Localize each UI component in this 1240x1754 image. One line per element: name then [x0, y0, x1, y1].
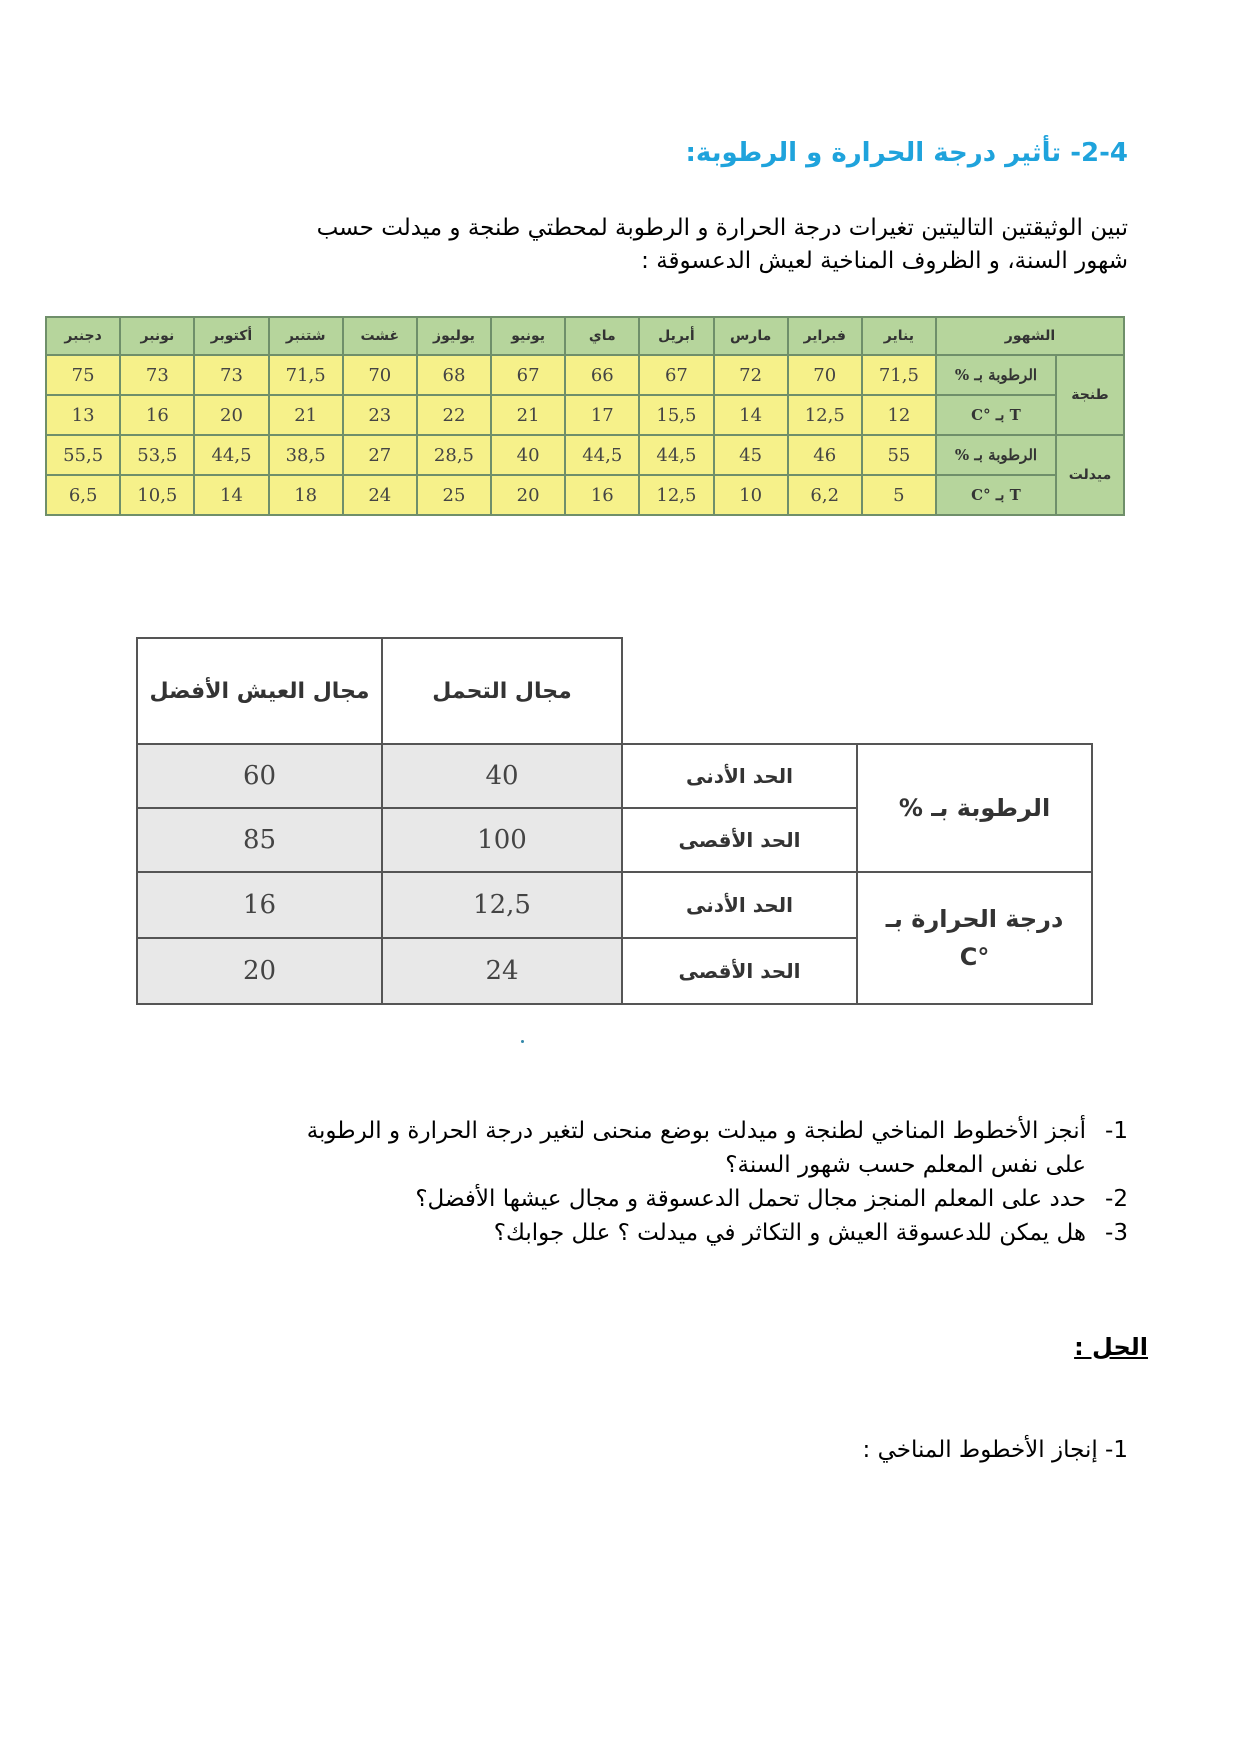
month-header: دجنبر [46, 317, 120, 355]
table-cell: 73 [120, 355, 194, 395]
table-cell: 100 [382, 808, 622, 872]
table-cell: 75 [46, 355, 120, 395]
month-header: أبريل [639, 317, 713, 355]
table-cell: 44,5 [639, 435, 713, 475]
table-cell: 28,5 [417, 435, 491, 475]
row-label: T بـ °C [936, 395, 1056, 435]
climate-data-table [45, 316, 1125, 516]
table-cell: 22 [417, 395, 491, 435]
table-cell: 12,5 [382, 872, 622, 938]
temperature-label [857, 872, 1092, 1004]
intro-paragraph [118, 212, 1128, 278]
month-header: نونبر [120, 317, 194, 355]
max-label: الحد الأقصى [622, 808, 857, 872]
table-cell: 16 [137, 872, 382, 938]
month-header: فبراير [788, 317, 862, 355]
table-cell: 17 [565, 395, 639, 435]
temperature-label-text: درجة الحرارة بـ [885, 905, 1064, 933]
ladybug-conditions-table [136, 637, 1093, 1005]
table-cell: 12,5 [788, 395, 862, 435]
table-cell: 27 [343, 435, 417, 475]
table-cell: 73 [194, 355, 268, 395]
table-cell: 55 [862, 435, 936, 475]
stray-dot [521, 1040, 524, 1043]
table-cell: 21 [269, 395, 343, 435]
table-cell: 14 [714, 395, 788, 435]
solution-heading: الحل : [1074, 1333, 1148, 1361]
question-text: هل يمكن للدعسوقة العيش و التكاثر في ميدلت ؟ علل جوابك؟ [493, 1220, 1086, 1246]
table-cell: 67 [639, 355, 713, 395]
table-cell: 10 [714, 475, 788, 515]
table-cell: 70 [343, 355, 417, 395]
temperature-unit: °C [959, 943, 990, 971]
max-label: الحد الأقصى [622, 938, 857, 1004]
humidity-label: الرطوبة بـ % [857, 744, 1092, 872]
question-text: أنجز الأخطوط المناخي لطنجة و ميدلت بوضع منحنى لتغير درجة الحرارة و الرطوبة [306, 1118, 1086, 1144]
table-cell: 55,5 [46, 435, 120, 475]
question-text: حدد على المعلم المنجز مجال تحمل الدعسوقة و مجال عيشها الأفضل؟ [415, 1186, 1086, 1212]
table-row [46, 395, 1124, 435]
table-cell: 18 [269, 475, 343, 515]
min-label: الحد الأدنى [622, 744, 857, 808]
questions-list [118, 1114, 1128, 1250]
col-header-optimal: مجال العيش الأفضل [137, 638, 382, 744]
intro-line-1: تبين الوثيقتين التاليتين تغيرات درجة الحرارة و الرطوبة لمحطتي طنجة و ميدلت حسب [316, 215, 1128, 241]
table-cell: 38,5 [269, 435, 343, 475]
table-cell: 25 [417, 475, 491, 515]
table-cell: 14 [194, 475, 268, 515]
table-cell: 20 [491, 475, 565, 515]
table-cell: 40 [491, 435, 565, 475]
table-cell: 67 [491, 355, 565, 395]
table-cell: 44,5 [565, 435, 639, 475]
table-cell: 85 [137, 808, 382, 872]
station-midelt: ميدلت [1056, 435, 1124, 515]
table-cell: 44,5 [194, 435, 268, 475]
table-cell: 5 [862, 475, 936, 515]
table-cell: 70 [788, 355, 862, 395]
table-row [46, 355, 1124, 395]
question-item [118, 1182, 1128, 1216]
station-tangier: طنجة [1056, 355, 1124, 435]
table-cell: 16 [120, 395, 194, 435]
question-number: 1- [1105, 1118, 1128, 1144]
table-cell: 66 [565, 355, 639, 395]
section-title: 2-4- تأثير درجة الحرارة و الرطوبة: [685, 138, 1128, 168]
row-label: الرطوبة بـ % [936, 355, 1056, 395]
month-header: ماي [565, 317, 639, 355]
month-header: يوليوز [417, 317, 491, 355]
table-cell: 60 [137, 744, 382, 808]
question-number: 3- [1105, 1220, 1128, 1246]
table-cell: 20 [194, 395, 268, 435]
intro-line-2: شهور السنة، و الظروف المناخية لعيش الدعسوقة : [641, 248, 1128, 274]
table-row [46, 435, 1124, 475]
months-header: الشهور [936, 317, 1124, 355]
table-row [137, 872, 1092, 938]
table-cell: 45 [714, 435, 788, 475]
month-header: يناير [862, 317, 936, 355]
table-cell: 68 [417, 355, 491, 395]
question-number: 2- [1105, 1186, 1128, 1212]
table-cell: 12 [862, 395, 936, 435]
table-cell: 16 [565, 475, 639, 515]
month-header: غشت [343, 317, 417, 355]
question-item [118, 1216, 1128, 1250]
table-cell: 72 [714, 355, 788, 395]
month-header: مارس [714, 317, 788, 355]
table-cell: 23 [343, 395, 417, 435]
table-cell: 40 [382, 744, 622, 808]
question-item [118, 1114, 1128, 1182]
table-cell: 15,5 [639, 395, 713, 435]
table-cell: 71,5 [862, 355, 936, 395]
table-row [46, 475, 1124, 515]
table-cell: 6,2 [788, 475, 862, 515]
table-cell: 46 [788, 435, 862, 475]
table-cell: 71,5 [269, 355, 343, 395]
question-text-continued: على نفس المعلم حسب شهور السنة؟ [725, 1152, 1086, 1178]
col-header-tolerance: مجال التحمل [382, 638, 622, 744]
month-header: يونيو [491, 317, 565, 355]
table-cell: 21 [491, 395, 565, 435]
row-label: T بـ °C [936, 475, 1056, 515]
answer-1: 1- إنجاز الأخطوط المناخي : [862, 1437, 1128, 1463]
row-label: الرطوبة بـ % [936, 435, 1056, 475]
month-header: شتنبر [269, 317, 343, 355]
caption-space [622, 638, 1092, 744]
table-cell: 24 [382, 938, 622, 1004]
table-cell: 20 [137, 938, 382, 1004]
table-cell: 6,5 [46, 475, 120, 515]
month-header: أكتوبر [194, 317, 268, 355]
table-cell: 12,5 [639, 475, 713, 515]
table-cell: 53,5 [120, 435, 194, 475]
table-cell: 24 [343, 475, 417, 515]
table-cell: 13 [46, 395, 120, 435]
min-label: الحد الأدنى [622, 872, 857, 938]
table-row [137, 744, 1092, 808]
table-cell: 10,5 [120, 475, 194, 515]
